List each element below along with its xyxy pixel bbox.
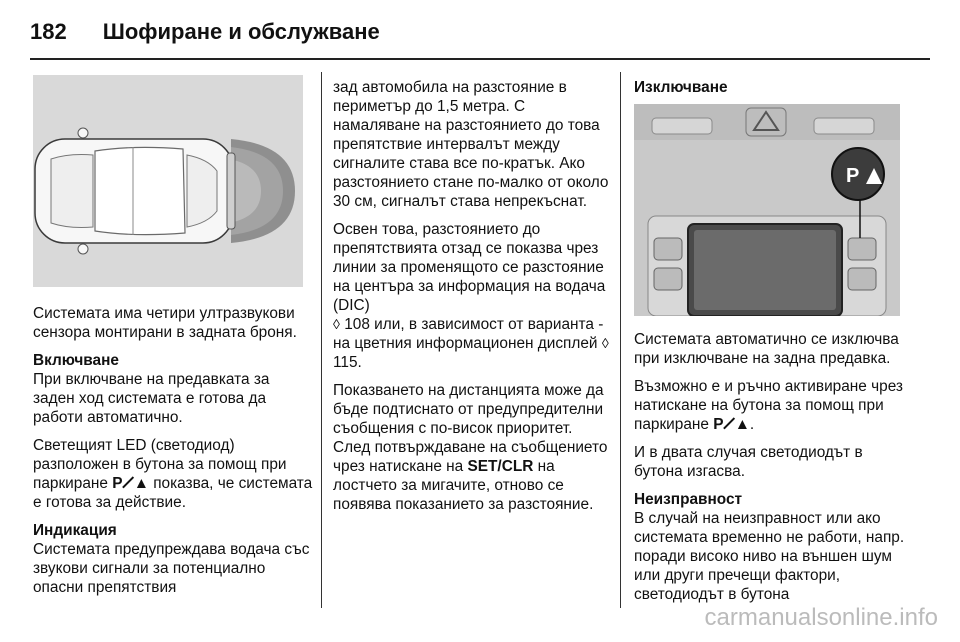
page-title: Шофиране и обслужване <box>102 19 380 44</box>
dashboard-icon <box>634 104 900 316</box>
park-assist-symbol-icon: P𝈺▲ <box>112 475 149 492</box>
display-text-b: 108 или, в зависимост от варианта - на цветния информационен дисплей <box>333 316 604 352</box>
cross-reference-icon: ◊ <box>333 316 340 332</box>
manual-text-b: . <box>749 416 755 433</box>
distance-paragraph: зад автомобила на разстояние в периметър до 1,5 метра. С намаляване на разстоянието до това препятствие интервалът между сигналите става все по-кратък. Ако разстоянието стане по-малко от около 30 см, сигналът става непрекъснат. <box>333 79 609 210</box>
auto-off-paragraph: Системата автоматично се изключва при изключване на задна предавка. <box>634 331 899 367</box>
column-2 <box>333 78 611 523</box>
car-top-view-icon <box>33 75 303 287</box>
column-divider-2 <box>620 72 621 608</box>
header-rule <box>30 58 930 60</box>
car-sensor-illustration <box>33 75 303 287</box>
fault-paragraph: В случай на неизправност или ако системата временно не работи, напр. поради високо ниво на външен шум или други пречещи фактори, светодиодът в бутона <box>634 510 905 603</box>
dashboard-button-illustration <box>634 104 900 316</box>
suppression-text-a: Показването на дистанцията може да бъде подтиснато от предупредителни съобщения с по-висок приоритет. След потвърждаване на съобщението чрез натискане на <box>333 382 608 475</box>
manual-text-a: Възможно е и ръчно активиране чрез натискане на бутона за помощ при паркиране <box>634 378 903 433</box>
heading-switch-on: Включване <box>33 352 119 369</box>
led-text-a: Светещият LED (светодиод) разположен в бутона за помощ при паркиране <box>33 437 287 492</box>
page-header <box>30 10 930 54</box>
watermark: carmanualsonline.info <box>704 604 938 631</box>
set-clr-label: SET/CLR <box>467 458 534 475</box>
column-3 <box>634 78 906 97</box>
park-assist-symbol-icon: P𝈺▲ <box>713 416 750 433</box>
display-paragraph <box>333 220 611 372</box>
suppression-text-b: на лостчето за мигачите, отново се появява показанието за разстояние. <box>333 458 594 513</box>
page-number: 182 <box>30 19 67 44</box>
intro-paragraph: Системата има четири ултразвукови сензора монтирани в задната броня. <box>33 305 297 341</box>
svg-text:P: P <box>846 165 860 187</box>
heading-switch-off: Изключване <box>634 79 728 96</box>
heading-fault: Неизправност <box>634 491 743 508</box>
heading-indication: Индикация <box>33 522 117 539</box>
manual-paragraph <box>634 377 906 434</box>
column-3-text <box>634 330 906 613</box>
switch-on-paragraph: При включване на предавката за заден ход системата е готова да работи автоматично. <box>33 371 270 426</box>
display-text-a: Освен това, разстоянието до препятствията отзад се показва чрез линии за променящото се разстояние на центъра за информация на водача (DIC) <box>333 221 606 314</box>
led-paragraph <box>33 436 313 512</box>
indication-paragraph: Системата предупреждава водача със звукови сигнали за потенциално опасни препятствия <box>33 541 310 596</box>
column-1 <box>33 304 313 606</box>
led-text-b: показва, че системата е готова за действие. <box>33 475 313 511</box>
column-divider-1 <box>321 72 322 608</box>
led-off-paragraph: И в двата случая светодиодът в бутона изгасва. <box>634 444 863 480</box>
display-text-c: 115. <box>333 354 362 371</box>
cross-reference-icon: ◊ <box>601 335 609 351</box>
suppression-paragraph <box>333 381 611 514</box>
